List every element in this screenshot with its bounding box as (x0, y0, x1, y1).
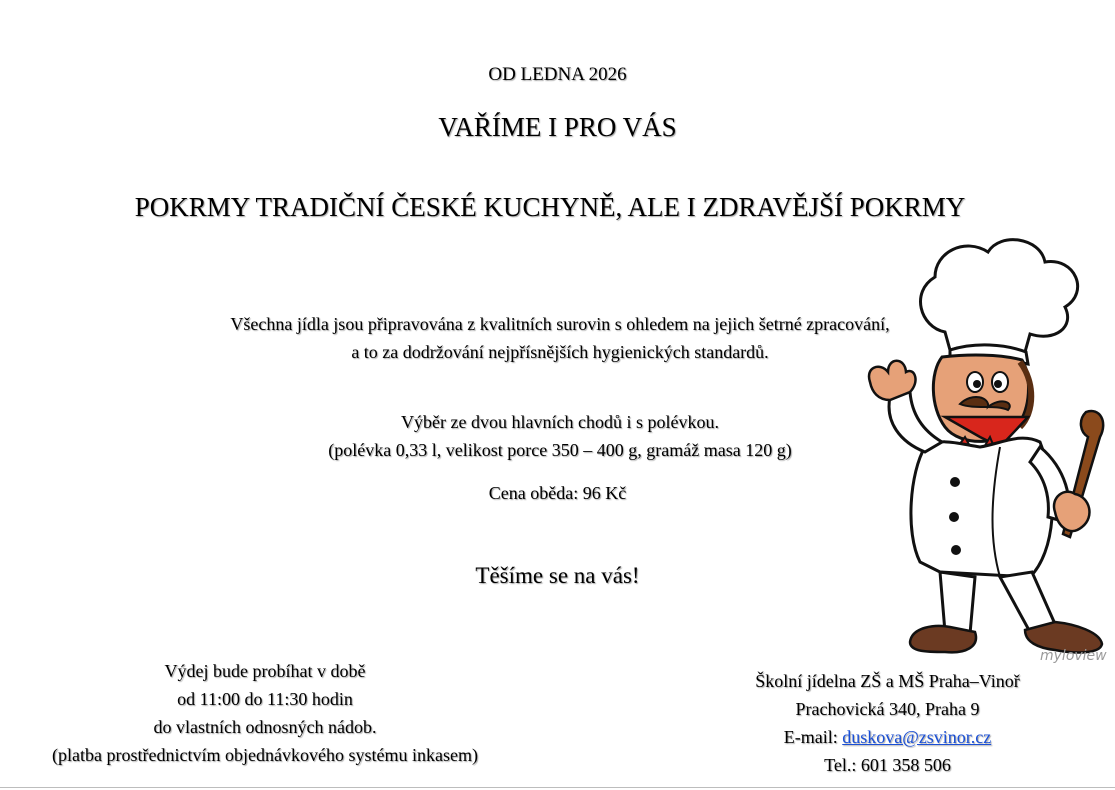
service-line-2: od 11:00 do 11:30 hodin (177, 689, 353, 709)
subheadline: POKRMY TRADIČNÍ ČESKÉ KUCHYNĚ, ALE I ZDRAVĚJŠÍ POKRMY (134, 192, 966, 222)
contact-name: Školní jídelna ZŠ a MŠ Praha–Vinoř (755, 671, 1020, 691)
price: Cena oběda: 96 Kč (488, 483, 627, 503)
watermark-text: myloview (1040, 648, 1107, 664)
bottom-divider (0, 787, 1115, 788)
quality-line-2: a to za dodržování nejpřísnějších hygienických standardů. (351, 342, 769, 362)
contact-email-line (700, 723, 1075, 751)
service-line-4: (platba prostřednictvím objednávkového systému inkasem) (52, 745, 478, 765)
email-label: E-mail: (783, 727, 843, 747)
greeting: Těšíme se na vás! (475, 563, 640, 588)
service-line-1: Výdej bude probíhat v době (164, 661, 366, 681)
choice-line-2: (polévka 0,33 l, velikost porce 350 – 400 g, gramáž masa 120 g) (328, 440, 792, 460)
email-link[interactable]: duskova@zsvinor.cz (842, 727, 992, 747)
headline: VAŘÍME I PRO VÁS (438, 112, 677, 142)
contact-address: Prachovická 340, Praha 9 (795, 699, 980, 719)
contact-info (700, 667, 1075, 779)
service-line-3: do vlastních odnosných nádob. (153, 717, 377, 737)
contact-phone: Tel.: 601 358 506 (824, 755, 951, 775)
from-date: OD LEDNA 2026 (488, 64, 627, 85)
choice-line-1: Výběr ze dvou hlavních chodů i s polévkou. (401, 412, 719, 432)
chef-icon (850, 232, 1110, 672)
quality-line-1: Všechna jídla jsou připravována z kvalitních surovin s ohledem na jejich šetrné zpracování, (230, 314, 890, 334)
service-info (0, 657, 530, 769)
